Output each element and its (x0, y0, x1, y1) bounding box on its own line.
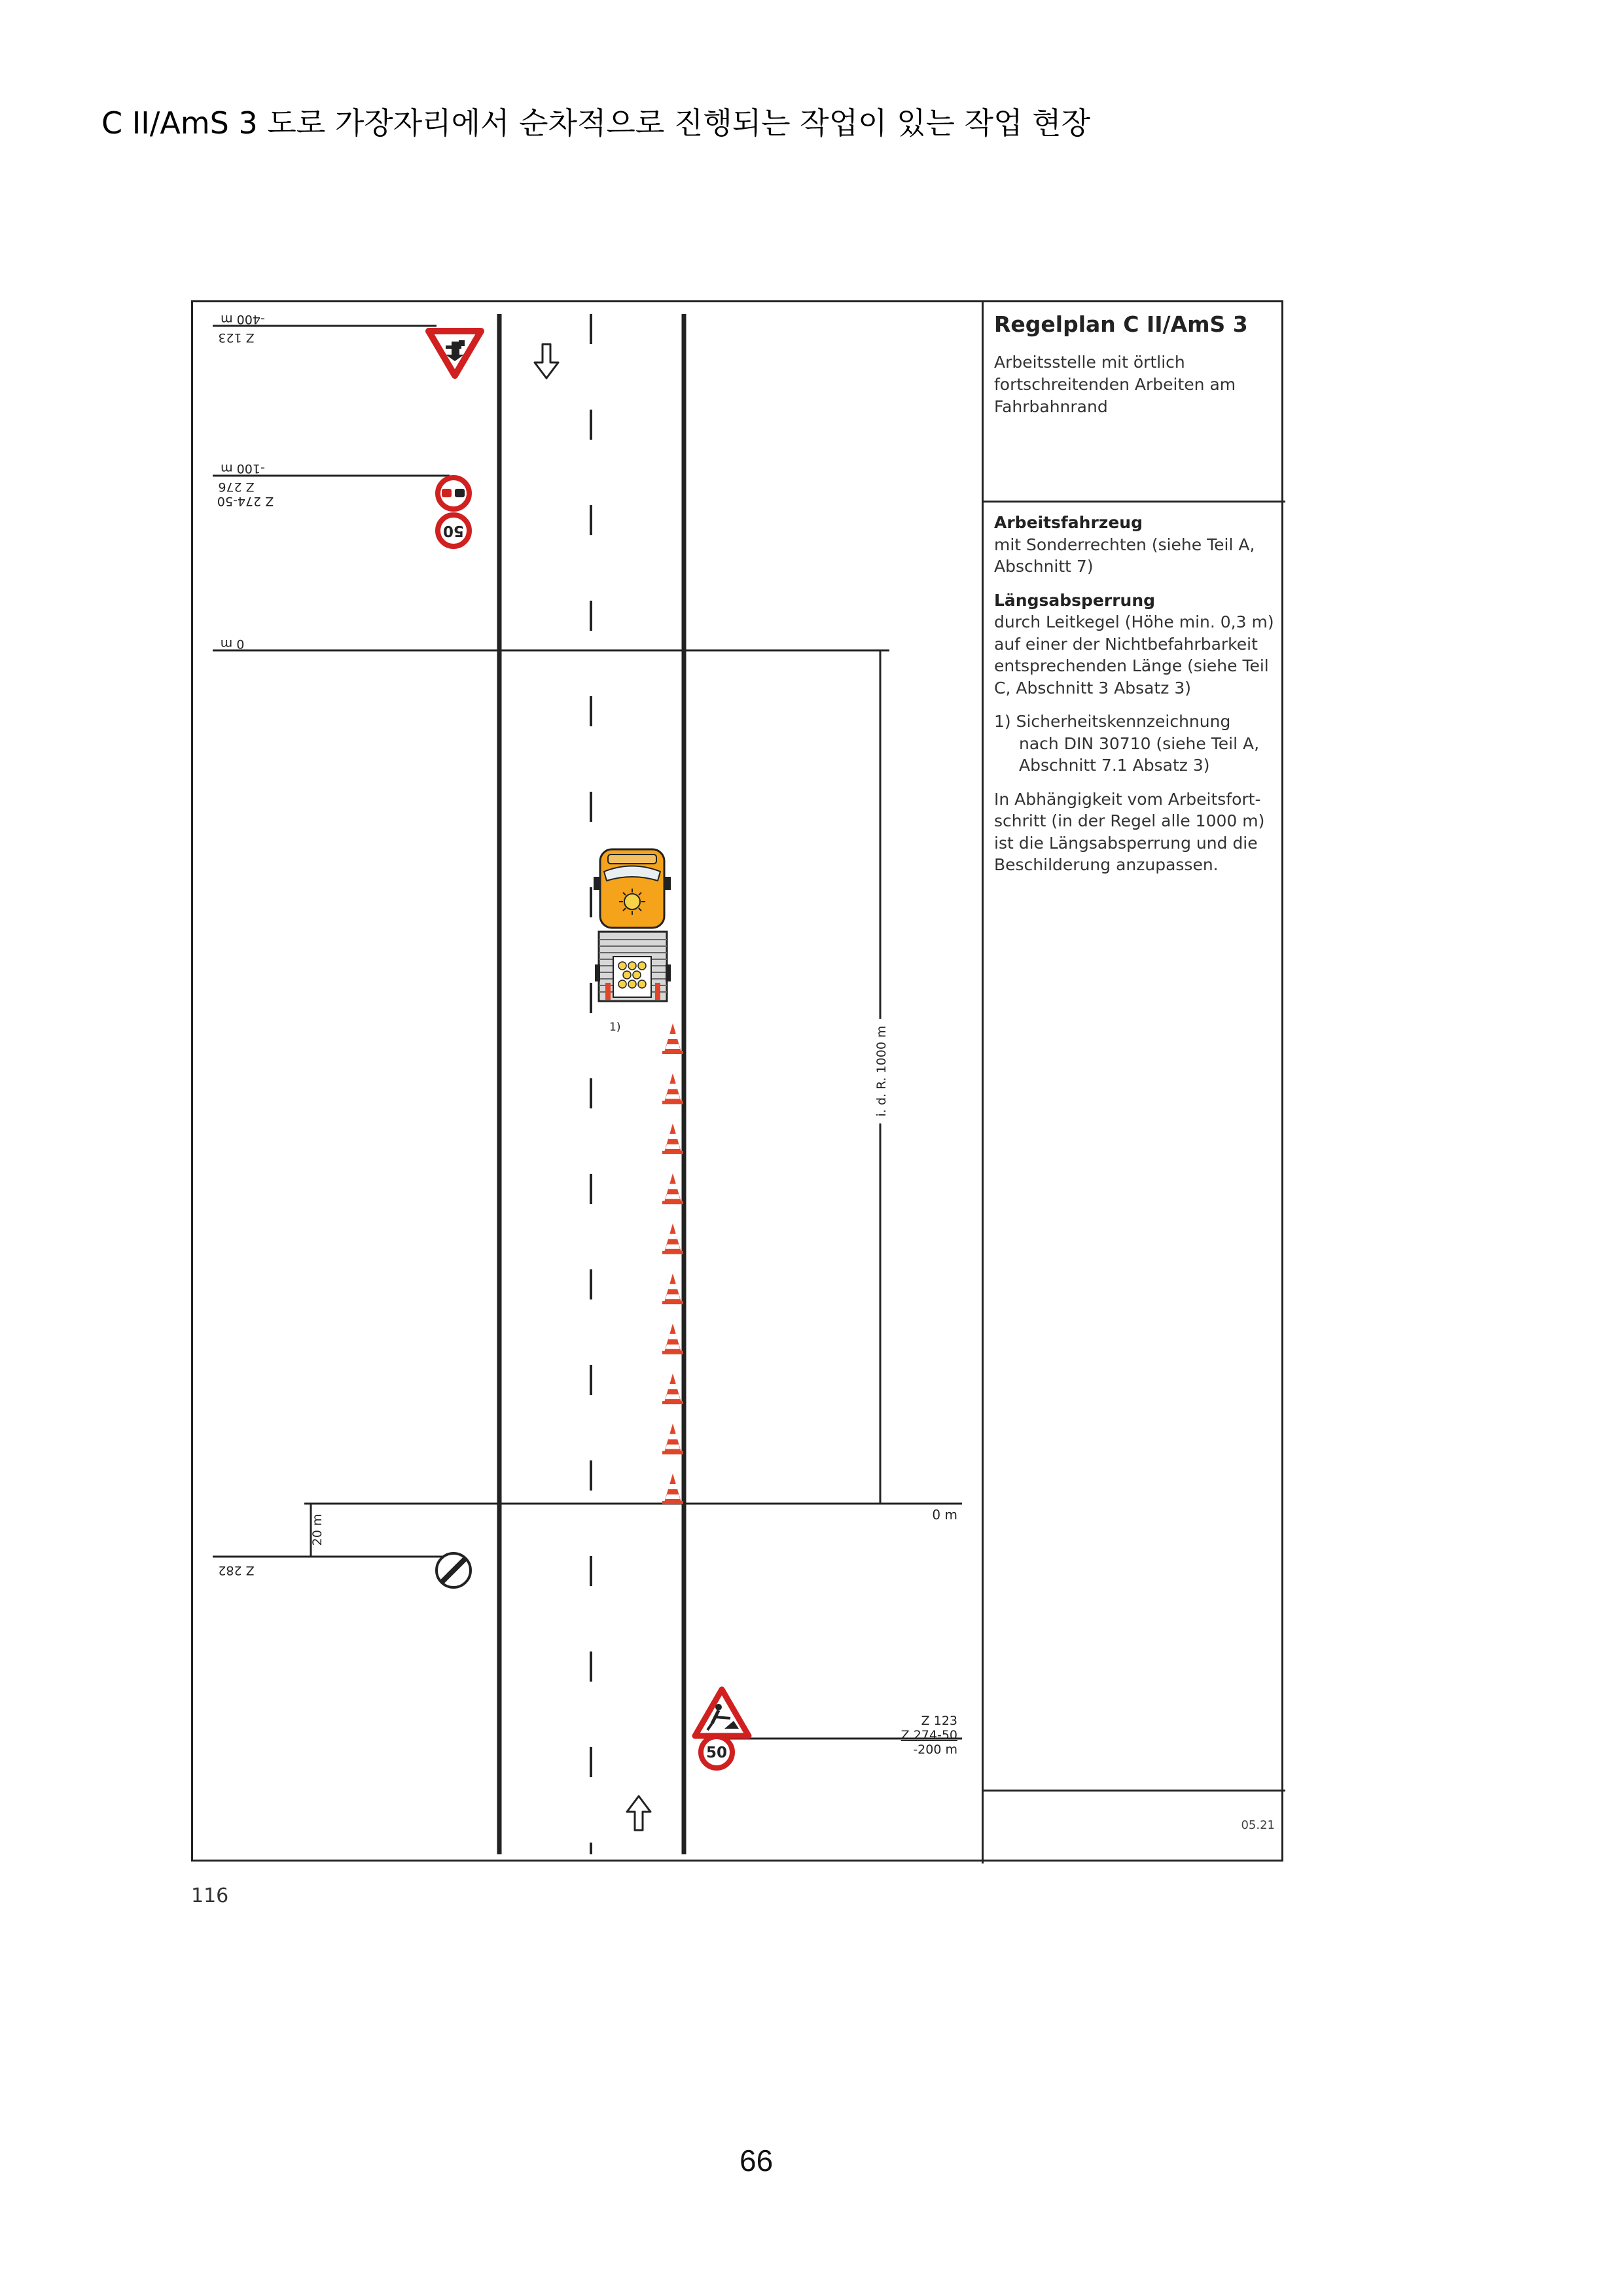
roadworks-warning-sign-icon (695, 1689, 749, 1736)
legend-footer (984, 1790, 1285, 1863)
speed-limit-text-bottom: 50 (705, 1744, 728, 1761)
label-length: i. d. R. 1000 m (874, 1025, 889, 1117)
traffic-cone-icon (662, 1324, 683, 1354)
label-z276: Z 276 (218, 480, 255, 494)
label-0m-right: 0 m (932, 1507, 957, 1523)
speed-limit-text-top: 50 (442, 522, 465, 539)
traffic-cone-icon (662, 1073, 683, 1104)
legend-panel (982, 302, 1285, 1863)
regelplan-figure (191, 300, 1283, 1862)
barrier-heading: Längsabsperrung (994, 590, 1156, 610)
traffic-cone-icon (662, 1273, 683, 1304)
adjust-text: In Abhängigkeit vom Arbeitsfort-schritt (in der Regel alle 1000 m) ist die Längsabsperrung und die Beschilderung anzupassen. (994, 789, 1265, 874)
vehicle-text: mit Sonderrechten (siehe Teil A, Abschnitt 7) (994, 535, 1255, 576)
end-of-restrictions-sign-icon (437, 1553, 471, 1587)
traffic-cone-icon (662, 1474, 683, 1504)
label-z274-bottom: Z 274-50 (901, 1728, 957, 1742)
label-z123-bottom: Z 123 (921, 1714, 957, 1728)
speed-limit-sign-bottom-icon (701, 1737, 732, 1768)
label-z123-top: Z 123 (218, 330, 255, 345)
label-z274-top: Z 274-50 (217, 494, 274, 508)
traffic-cone-icon (662, 1173, 683, 1204)
traffic-cone-icon (662, 1424, 683, 1455)
no-overtaking-sign-icon (438, 478, 469, 509)
plan-date: 05.21 (1241, 1818, 1275, 1832)
legend-body (984, 503, 1285, 893)
label-minus400: -400 m (221, 312, 265, 327)
label-minus200: -200 m (913, 1742, 957, 1757)
traffic-cone-icon (662, 1373, 683, 1404)
yield-roadwork-sign-icon (429, 331, 481, 376)
direction-arrow-down-icon (535, 344, 558, 378)
label-20m: 20 m (310, 1513, 325, 1546)
figure-page-number: 116 (191, 1884, 229, 1907)
barrier-text: durch Leitkegel (Höhe min. 0,3 m) auf einer der Nichtbefahrbarkeit entsprechenden Länge (siehe Teil C, Abschnitt 3 Absatz 3) (994, 612, 1274, 698)
legend-header (984, 302, 1285, 503)
plan-subtitle: Arbeitsstelle mit örtlich fortschreitenden Arbeiten am Fahrbahnrand (994, 353, 1236, 416)
traffic-cone-icon (662, 1023, 683, 1054)
safety-footnote: 1) Sicherheitskennzeichnung nach DIN 30710 (siehe Teil A, Abschnitt 7.1 Absatz 3) (994, 712, 1260, 775)
longitudinal-barrier (662, 1023, 683, 1504)
label-0m-left: 0 m (220, 637, 245, 651)
label-z282: Z 282 (218, 1563, 255, 1578)
page-title: C II/AmS 3 도로 가장자리에서 순차적으로 진행되는 작업이 있는 작업 현장 (101, 105, 1091, 141)
warning-beacon-icon (619, 889, 645, 915)
traffic-cone-icon (662, 1123, 683, 1154)
traffic-cone-icon (662, 1224, 683, 1254)
road-diagram (193, 302, 982, 1863)
page-number: 66 (740, 2144, 774, 2178)
plan-title: Regelplan C II/AmS 3 (994, 311, 1248, 337)
work-vehicle-icon (594, 849, 671, 1001)
vehicle-heading: Arbeitsfahrzeug (994, 513, 1143, 532)
footnote-marker: 1) (609, 1021, 621, 1034)
label-minus100: -100 m (221, 461, 265, 476)
speed-limit-sign-icon (438, 515, 469, 546)
direction-arrow-up-icon (627, 1796, 651, 1830)
